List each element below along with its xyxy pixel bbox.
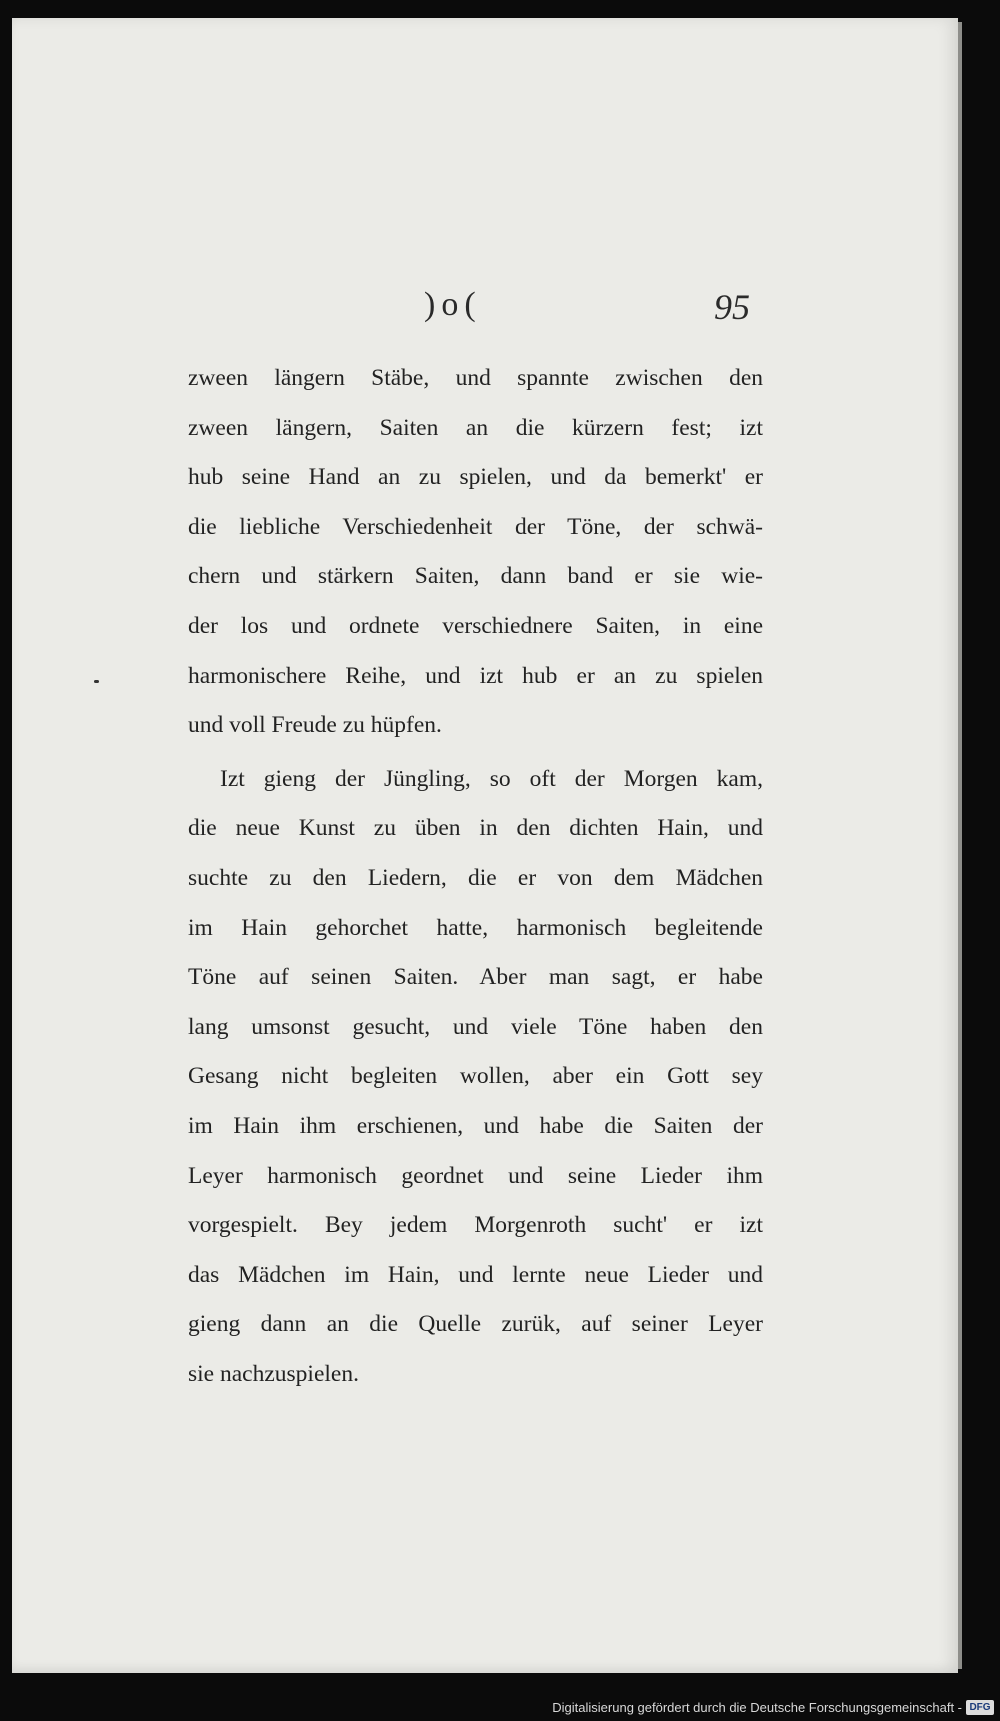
text-line: suchte zu den Liedern, die er von dem Mädchen — [188, 864, 763, 891]
book-page — [12, 18, 958, 1673]
text-line: die neue Kunst zu üben in den dichten Hain, und — [188, 815, 763, 842]
text-line: der los und ordnete verschiednere Saiten, in eine — [188, 612, 763, 639]
digitization-footer — [0, 1698, 1000, 1720]
running-head: )o( — [424, 286, 482, 323]
text-line: gieng dann an die Quelle zurük, auf seiner Leyer — [188, 1311, 763, 1338]
text-line: und voll Freude zu hüpfen. — [188, 712, 442, 739]
text-line: das Mädchen im Hain, und lernte neue Lieder und — [188, 1261, 763, 1288]
footer-credit: Digitalisierung gefördert durch die Deutsche Forschungsgemeinschaft - — [552, 1700, 962, 1715]
body-text — [188, 354, 763, 1399]
text-line: hub seine Hand an zu spielen, und da bemerkt' er — [188, 464, 763, 491]
text-line: sie nachzuspielen. — [188, 1360, 359, 1387]
text-line: im Hain ihm erschienen, und habe die Saiten der — [188, 1112, 763, 1139]
text-line: vorgespielt. Bey jedem Morgenroth sucht' er izt — [188, 1212, 763, 1239]
text-line: Töne auf seinen Saiten. Aber man sagt, er habe — [188, 964, 763, 991]
text-line: im Hain gehorchet hatte, harmonisch begleitende — [188, 914, 763, 941]
text-line: chern und stärkern Saiten, dann band er sie wie- — [188, 563, 763, 590]
page-header — [12, 286, 958, 336]
text-line: Izt gieng der Jüngling, so oft der Morgen kam, — [220, 765, 763, 792]
text-line: harmonischere Reihe, und izt hub er an zu spielen — [188, 662, 763, 689]
ink-mark — [94, 680, 99, 683]
paragraph-2 — [188, 755, 763, 1400]
page-edge — [958, 22, 962, 1669]
text-line: Leyer harmonisch geordnet und seine Lieder ihm — [188, 1162, 763, 1189]
text-line: Gesang nicht begleiten wollen, aber ein Gott sey — [188, 1063, 763, 1090]
dfg-logo-icon: DFG — [966, 1700, 994, 1715]
page-number: 95 — [714, 287, 750, 327]
text-line: die liebliche Verschiedenheit der Töne, der schwä- — [188, 513, 763, 540]
text-line: zween längern, Saiten an die kürzern fest; izt — [188, 414, 763, 441]
paragraph-1 — [188, 354, 763, 751]
text-line: zween längern Stäbe, und spannte zwischen den — [188, 365, 763, 391]
text-line: lang umsonst gesucht, und viele Töne haben den — [188, 1013, 763, 1040]
